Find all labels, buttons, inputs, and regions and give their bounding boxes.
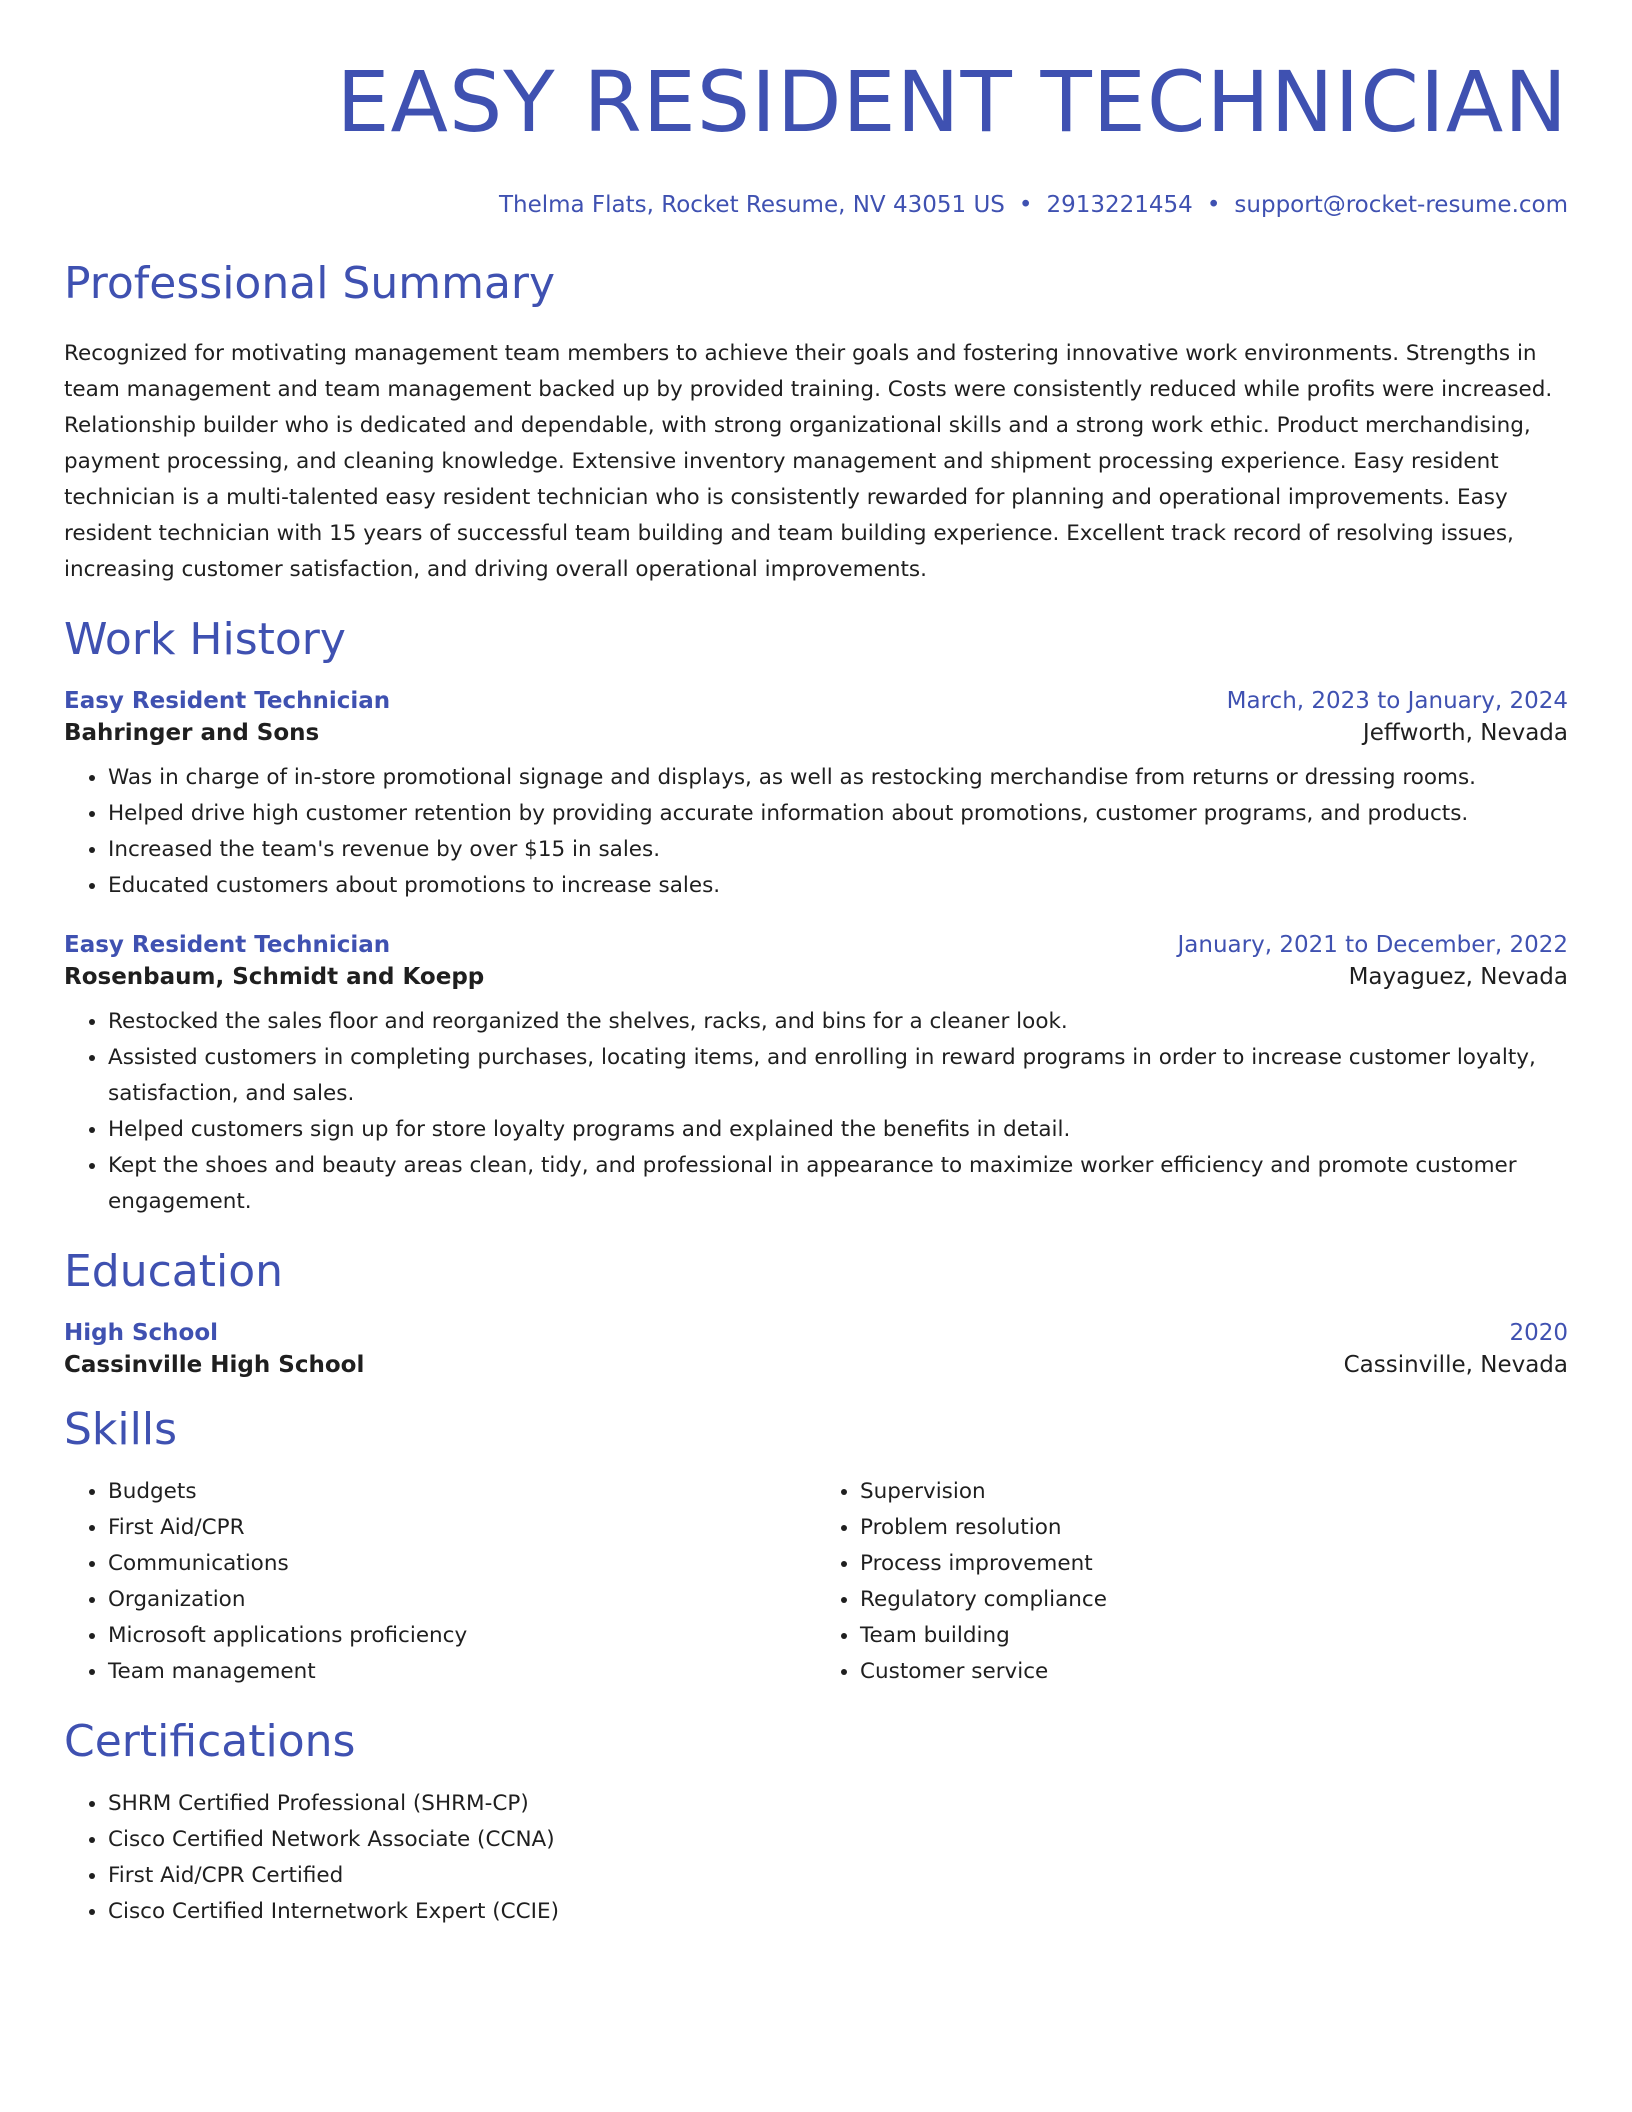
skill-item: • Process improvement	[860, 1546, 1568, 1582]
contact-line	[64, 190, 1568, 220]
skill-item: • Customer service	[860, 1654, 1568, 1690]
section-title-skills: Skills	[64, 1404, 178, 1455]
skills-list-right	[816, 1474, 1568, 1690]
job-title: Easy Resident Technician	[64, 932, 391, 958]
section-title-certifications: Certifications	[64, 1716, 356, 1767]
list-item: • Helped drive high customer retention by providing accurate information about promotions, customer programs, and products.	[108, 796, 1568, 832]
job-bullets	[64, 760, 1568, 904]
certifications-section	[64, 1714, 1568, 1930]
address: Thelma Flats, Rocket Resume, NV 43051 US	[498, 192, 1005, 218]
company-name: Rosenbaum, Schmidt and Koepp	[64, 964, 485, 990]
job-dates: March, 2023 to January, 2024	[1226, 688, 1568, 714]
list-item: • Assisted customers in completing purchases, locating items, and enrolling in reward programs in order to increase customer loyalty, satisfaction, and sales.	[108, 1040, 1568, 1112]
job-location: Mayaguez, Nevada	[1348, 964, 1568, 990]
skill-item: • Problem resolution	[860, 1510, 1568, 1546]
job-company-row	[64, 720, 1568, 746]
certification-item: • First Aid/CPR Certified	[108, 1858, 1568, 1894]
degree: High School	[64, 1320, 219, 1346]
education-header-row	[64, 1320, 1568, 1346]
certifications-list	[64, 1786, 1568, 1930]
certification-item: • Cisco Certified Network Associate (CCNA)	[108, 1822, 1568, 1858]
skill-item: • Microsoft applications proficiency	[108, 1618, 816, 1654]
job-location: Jeffworth, Nevada	[1362, 720, 1568, 746]
skill-item: • Team management	[108, 1654, 816, 1690]
skills-section	[64, 1402, 1568, 1690]
education-section	[64, 1244, 1568, 1378]
job-header-row	[64, 932, 1568, 958]
job-entry	[64, 932, 1568, 1220]
work-history-section	[64, 612, 1568, 1220]
list-item: • Restocked the sales floor and reorganized the shelves, racks, and bins for a cleaner look.	[108, 1004, 1568, 1040]
skills-list-left	[64, 1474, 816, 1690]
school-name: Cassinville High School	[64, 1352, 365, 1378]
separator-dot: •	[1018, 192, 1033, 218]
list-item: • Increased the team's revenue by over $15 in sales.	[108, 832, 1568, 868]
list-item: • Was in charge of in-store promotional signage and displays, as well as restocking merchandise from returns or dressing rooms.	[108, 760, 1568, 796]
section-title-summary: Professional Summary	[64, 258, 556, 309]
company-name: Bahringer and Sons	[64, 720, 320, 746]
skill-item: • Supervision	[860, 1474, 1568, 1510]
list-item: • Kept the shoes and beauty areas clean, tidy, and professional in appearance to maximize worker efficiency and promote customer engagement.	[108, 1148, 1568, 1220]
job-entry	[64, 688, 1568, 904]
section-title-work-history: Work History	[64, 614, 346, 665]
certification-item: • Cisco Certified Internetwork Expert (CCIE)	[108, 1894, 1568, 1930]
skill-item: • First Aid/CPR	[108, 1510, 816, 1546]
job-bullets	[64, 1004, 1568, 1220]
summary-text: Recognized for motivating management team members to achieve their goals and fostering innovative work environments. Strengths in team management and team management backed up by provided training. Costs were consistently reduced while profits were increased. Relationship builder who is dedicated and dependable, with strong organizational skills and a strong work ethic. Product merchandising, payment processing, and cleaning knowledge. Extensive inventory management and shipment processing experience. Easy resident technician is a multi-talented easy resident technician who is consistently rewarded for planning and operational improvements. Easy resident technician with 15 years of successful team building and team building experience. Excellent track record of resolving issues, increasing customer satisfaction, and driving overall operational improvements.	[64, 341, 1553, 582]
list-item: • Educated customers about promotions to increase sales.	[108, 868, 1568, 904]
skill-item: • Communications	[108, 1546, 816, 1582]
job-dates: January, 2021 to December, 2022	[1177, 932, 1568, 958]
certification-item: • SHRM Certified Professional (SHRM-CP)	[108, 1786, 1568, 1822]
email-link[interactable]: support@rocket-resume.com	[1234, 192, 1568, 218]
section-title-education: Education	[64, 1246, 284, 1297]
school-location: Cassinville, Nevada	[1343, 1352, 1568, 1378]
separator-dot: •	[1206, 192, 1221, 218]
job-header-row	[64, 688, 1568, 714]
summary-section	[64, 256, 1568, 588]
skills-columns	[64, 1474, 1568, 1690]
list-item: • Helped customers sign up for store loyalty programs and explained the benefits in detail.	[108, 1112, 1568, 1148]
job-company-row	[64, 964, 1568, 990]
skill-item: • Team building	[860, 1618, 1568, 1654]
skill-item: • Budgets	[108, 1474, 816, 1510]
education-school-row	[64, 1352, 1568, 1378]
graduation-year: 2020	[1509, 1320, 1568, 1346]
candidate-name: EASY RESIDENT TECHNICIAN	[336, 53, 1568, 151]
skill-item: • Regulatory compliance	[860, 1582, 1568, 1618]
phone: 2913221454	[1046, 192, 1193, 218]
skill-item: • Organization	[108, 1582, 816, 1618]
job-title: Easy Resident Technician	[64, 688, 391, 714]
